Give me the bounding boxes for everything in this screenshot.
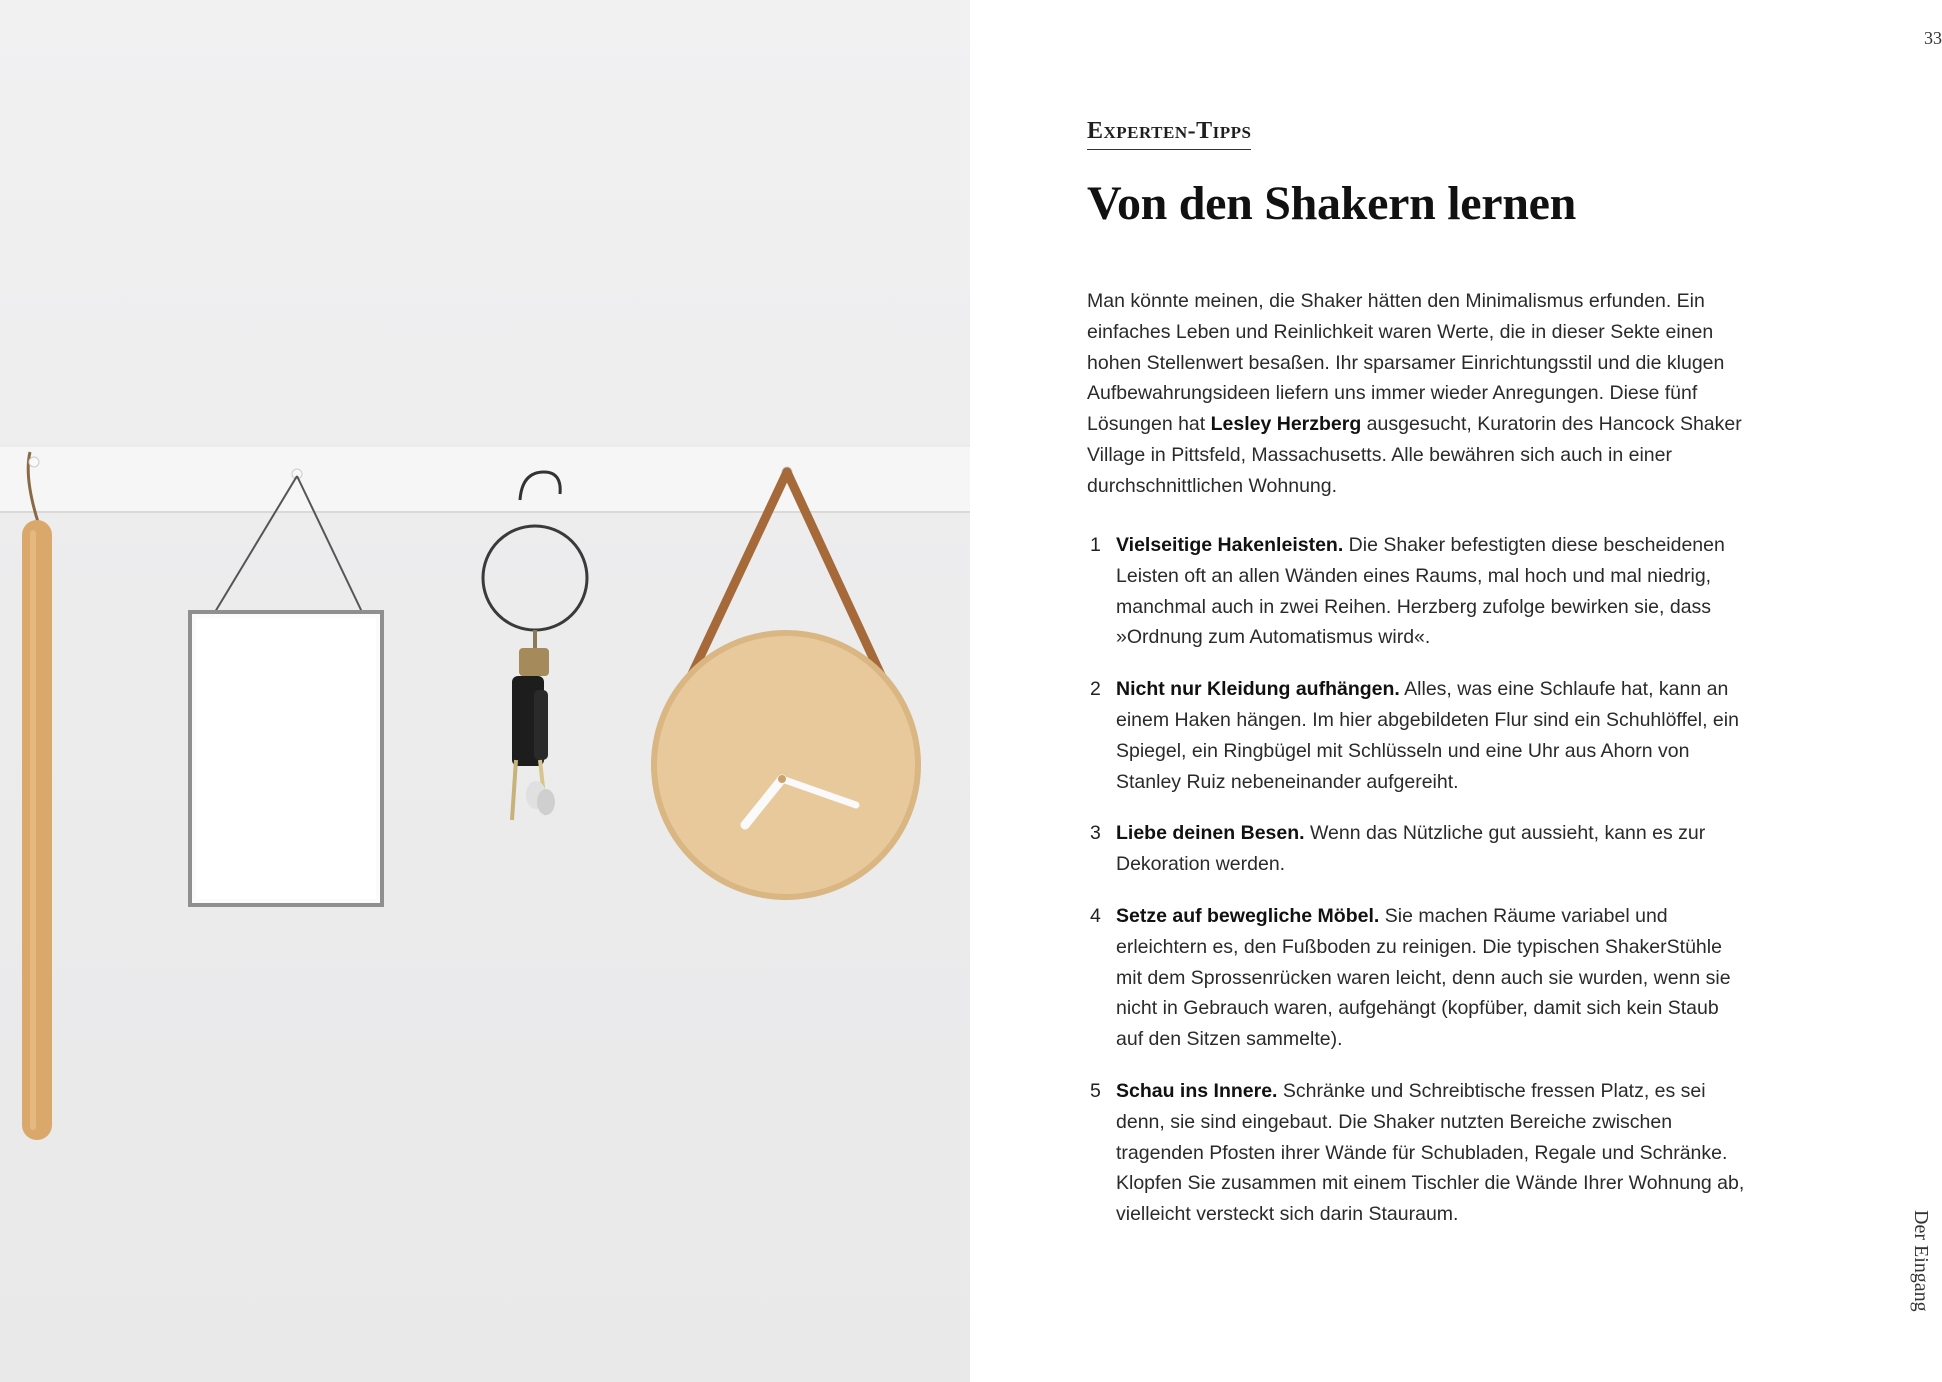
- tip-item: [1087, 530, 1747, 653]
- tips-list: [1087, 530, 1747, 1251]
- tip-text: Schränke und Schreibtische fressen Platz, es sei denn, sie sind eingebaut. Die Shaker nutzten Bereiche zwischen tragenden Pfosten ihrer Wände für Schubladen, Regale und Schränke. Klopfen Sie zusammen mit einem Tischler die Wände Ihrer Wohnung ab, vielleicht versteckt sich darin Stauraum.: [1116, 1079, 1745, 1226]
- tip-number: 2: [1090, 678, 1101, 701]
- tip-text: Wenn das Nützliche gut aussieht, kann es zur Dekoration werden.: [1116, 822, 1706, 876]
- tip-title: Liebe deinen Besen.: [1116, 822, 1305, 845]
- intro-paragraph: [1087, 286, 1747, 502]
- tip-item: [1087, 674, 1747, 797]
- tip-number: 1: [1090, 534, 1101, 556]
- key-ring: [483, 472, 587, 820]
- tip-title: Nicht nur Kleidung aufhängen.: [1116, 678, 1400, 701]
- tip-title: Vielseitige Hakenleisten.: [1116, 534, 1344, 556]
- tip-text: Sie machen Räume variabel und erleichtern es, den Fußboden zu reinigen. Die typischen ShakerStühle mit dem Sprossenrücken waren leicht, denn auch sie wurden, wenn sie nicht in Gebrauch waren, aufgehängt (kopfüber, damit sich kein Staub auf den Sitzen sammelte).: [1116, 904, 1731, 1051]
- tip-number: 3: [1090, 822, 1101, 845]
- tip-item: [1087, 818, 1747, 880]
- intro-text-1: Man könnte meinen, die Shaker hätten den Minimalismus erfunden. Ein einfaches Leben und Reinlichkeit waren Werte, die in dieser Sekte einen hohen Stellenwert besaßen. Ihr sparsamer Einrichtungsstil und die klugen Aufbewahrungsideen liefern uns immer wieder Anregungen. Diese fünf Lösungen hat: [1087, 290, 1725, 436]
- peg-rail-illustration: [0, 0, 970, 1382]
- peg-rail: [0, 446, 970, 512]
- mirror: [190, 469, 382, 905]
- tip-number: 4: [1090, 904, 1101, 927]
- shoehorn: [22, 452, 52, 1140]
- tip-title: Schau ins Innere.: [1116, 1079, 1278, 1102]
- clock: [654, 467, 918, 897]
- tip-title: Setze auf bewegliche Möbel.: [1116, 904, 1380, 927]
- tip-number: 5: [1090, 1079, 1101, 1102]
- intro-name: Lesley Herzberg: [1210, 413, 1362, 436]
- photo-peg-rail: [0, 0, 970, 1382]
- intro-text-2: ausgesucht, Kuratorin des Hancock Shaker Village in Pittsfeld, Massachusetts. Alle bewähren sich auch in einer durchschnittlichen Wohnung.: [1087, 413, 1742, 497]
- tip-text: Die Shaker befestigten diese bescheidenen Leisten oft an allen Wänden eines Raums, mal hoch und mal niedrig, manchmal auch in zwei Reihen. Herzberg zufolge bewirken sie, dass »Ordnung zum Automatismus wird«.: [1116, 534, 1725, 649]
- tip-item: [1087, 1076, 1747, 1230]
- tip-item: [1087, 901, 1747, 1055]
- tip-text: Alles, was eine Schlaufe hat, kann an einem Haken hängen. Im hier abgebildeten Flur sind ein Schuhlöffel, ein Spiegel, ein Ringbügel mit Schlüsseln und eine Uhr aus Ahorn von Stanley Ruiz nebeneinander aufgereiht.: [1116, 678, 1739, 793]
- section-label: Experten-Tipps: [1087, 118, 1251, 150]
- page-number: 33: [1924, 28, 1942, 48]
- running-head: Der Eingang: [1910, 1210, 1932, 1312]
- page-title: Von den Shakern lernen: [1087, 177, 1577, 230]
